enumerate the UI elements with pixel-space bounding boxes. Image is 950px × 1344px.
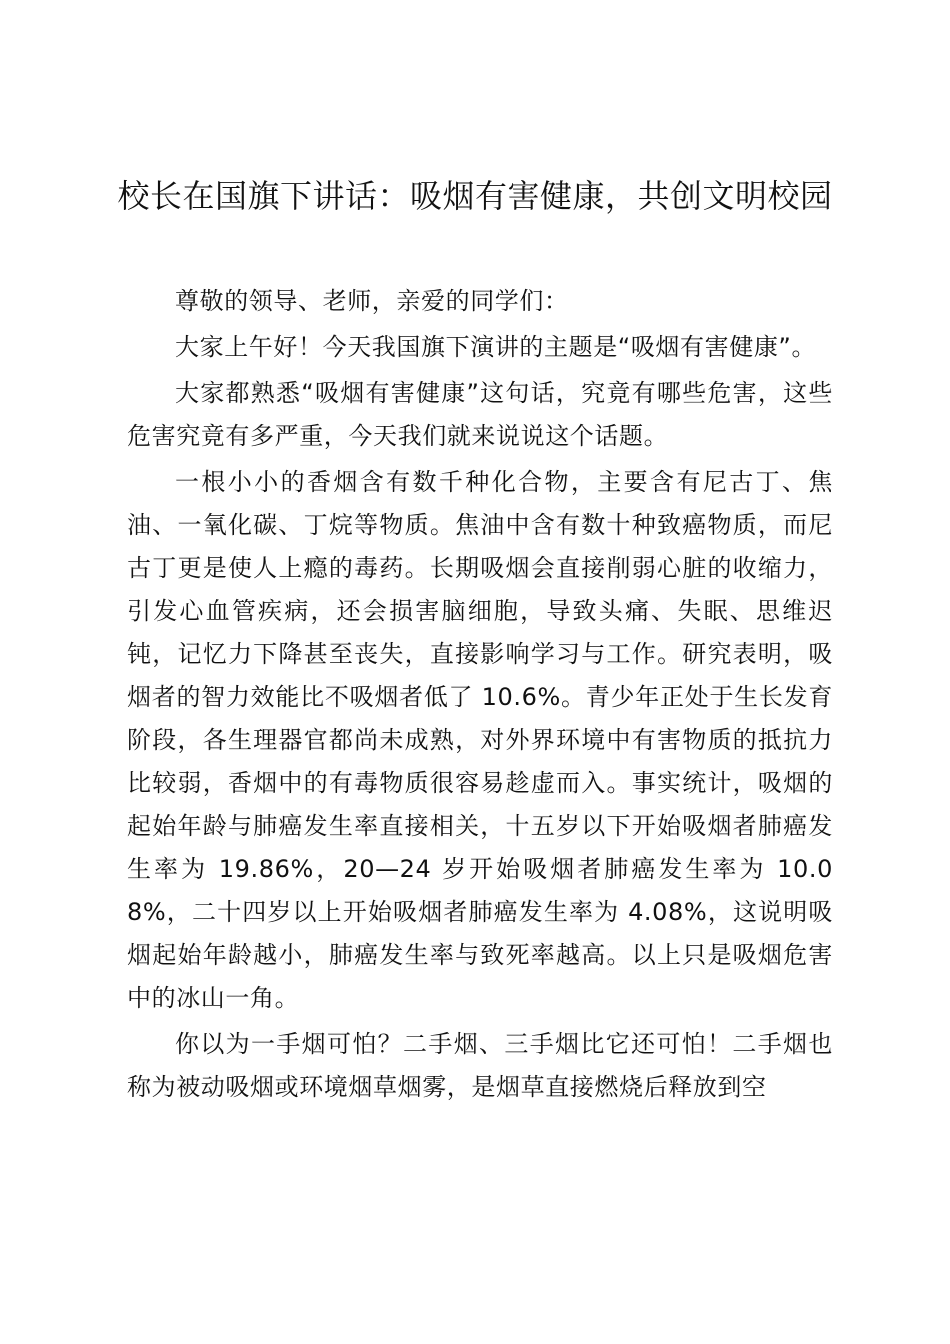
document-title: 校长在国旗下讲话：吸烟有害健康，共创文明校园 <box>117 177 833 215</box>
paragraph-intro: 大家都熟悉“吸烟有害健康”这句话，究竟有哪些危害，这些危害究竟有多严重，今天我们就来说说这个话题。 <box>127 379 833 450</box>
paragraph-salutation: 尊敬的领导、老师，亲爱的同学们： <box>175 287 569 315</box>
paragraph-harms: 一根小小的香烟含有数千种化合物，主要含有尼古丁、焦油、一氧化碳、丁烷等物质。焦油中含有数十种致癌物质，而尼古丁更是使人上瘾的毒药。长期吸烟会直接削弱心脏的收缩力，引发心血管疾病，还会损害脑细胞，导致头痛、失眠、思维迟钝，记忆力下降甚至丧失，直接影响学习与工作。研究表明，吸烟者的智力效能比不吸烟者低了 10.6%。青少年正处于生长发育阶段，各生理器官都尚未成熟，对外界环境中有害物质的抵抗力比较弱，香烟中的有毒物质很容易趁虚而入。事实统计，吸烟的起始年龄与肺癌发生率直接相关，十五岁以下开始吸烟者肺癌发生率为 19.86%，20—24 岁开始吸烟者肺癌发生率为 10.08%，二十四岁以上开始吸烟者肺癌发生率为 4.08%，这说明吸烟起始年龄越小，肺癌发生率与致死率越高。以上只是吸烟危害中的冰山一角。 <box>127 468 834 1012</box>
paragraph-greeting: 大家上午好！今天我国旗下演讲的主题是“吸烟有害健康”。 <box>175 333 817 361</box>
paragraph-secondhand-smoke: 你以为一手烟可怕？二手烟、三手烟比它还可怕！二手烟也称为被动吸烟或环境烟草烟雾，是烟草直接燃烧后释放到空 <box>127 1030 833 1101</box>
document-body <box>127 280 833 1112</box>
